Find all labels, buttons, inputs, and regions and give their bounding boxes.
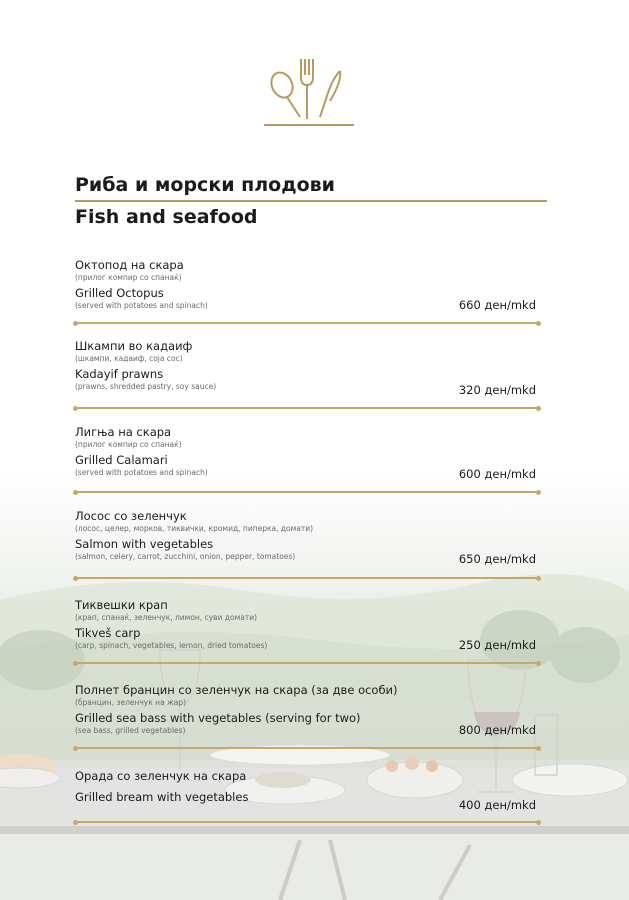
dish-description-english: (prawns, shredded pastry, soy sauce): [75, 382, 217, 391]
item-divider: [75, 747, 539, 749]
dish-name-english: Grilled Calamari: [75, 453, 168, 467]
dish-name-local: Октопод на скара: [75, 258, 184, 272]
dish-price: 250 ден/mkd: [458, 638, 536, 652]
item-divider: [75, 577, 539, 579]
dish-name-local: Лигња на скара: [75, 425, 172, 439]
dish-name-english: Kadayif prawns: [75, 367, 164, 381]
dish-name-local: Полнет бранцин со зеленчук на скара (за две особи): [75, 683, 398, 697]
dish-price: 650 ден/mkd: [458, 552, 536, 566]
dish-description-english: (served with potatoes and spinach): [75, 301, 208, 310]
dish-name-english: Grilled Octopus: [75, 286, 164, 300]
dish-name-local: Орада со зеленчук на скара: [75, 769, 247, 783]
dish-description-local: (прилог компир со спанаќ): [75, 273, 182, 282]
dish-name-local: Тиквешки крап: [75, 598, 168, 612]
item-divider: [75, 662, 539, 664]
item-divider: [75, 491, 539, 493]
dish-description-local: (прилог компир со спанаќ): [75, 440, 182, 449]
dish-description-local: (бранцин, зеленчук на жар): [75, 698, 187, 707]
section-title-english: Fish and seafood: [75, 206, 258, 228]
dish-name-local: Лосос со зеленчук: [75, 509, 187, 523]
dish-price: 400 ден/mkd: [458, 798, 536, 812]
dish-name-english: Salmon with vegetables: [75, 537, 214, 551]
dish-description-english: (served with potatoes and spinach): [75, 468, 208, 477]
dish-description-local: (шкампи, кадаиф, соја сос): [75, 354, 183, 363]
dish-description-english: (sea bass, grilled vegetables): [75, 726, 186, 735]
dish-price: 600 ден/mkd: [458, 467, 536, 481]
dish-name-english: Grilled bream with vegetables: [75, 790, 249, 804]
dish-price: 800 ден/mkd: [458, 723, 536, 737]
item-divider: [75, 821, 539, 823]
dish-name-local: Шкампи во кадаиф: [75, 339, 193, 353]
dish-description-local: (крап, спанаќ, зеленчук, лимон, суви домати): [75, 613, 258, 622]
section-title-local: Риба и морски плодови: [75, 174, 335, 196]
dish-name-english: Grilled sea bass with vegetables (serving for two): [75, 711, 361, 725]
item-divider: [75, 407, 539, 409]
cutlery-icon: [262, 55, 356, 129]
dish-name-english: Tikveš carp: [75, 626, 141, 640]
dish-price: 660 ден/mkd: [458, 298, 536, 312]
item-divider: [75, 322, 539, 324]
dish-price: 320 ден/mkd: [458, 383, 536, 397]
title-divider: [75, 200, 547, 202]
dish-description-english: (salmon, celery, carrot, zucchini, onion, pepper, tomatoes): [75, 552, 296, 561]
dish-description-english: (carp, spinach, vegetables, lemon, dried tomatoes): [75, 641, 268, 650]
dish-description-local: (лосос, целер, морков, тиквички, кромид, пиперка, домати): [75, 524, 314, 533]
